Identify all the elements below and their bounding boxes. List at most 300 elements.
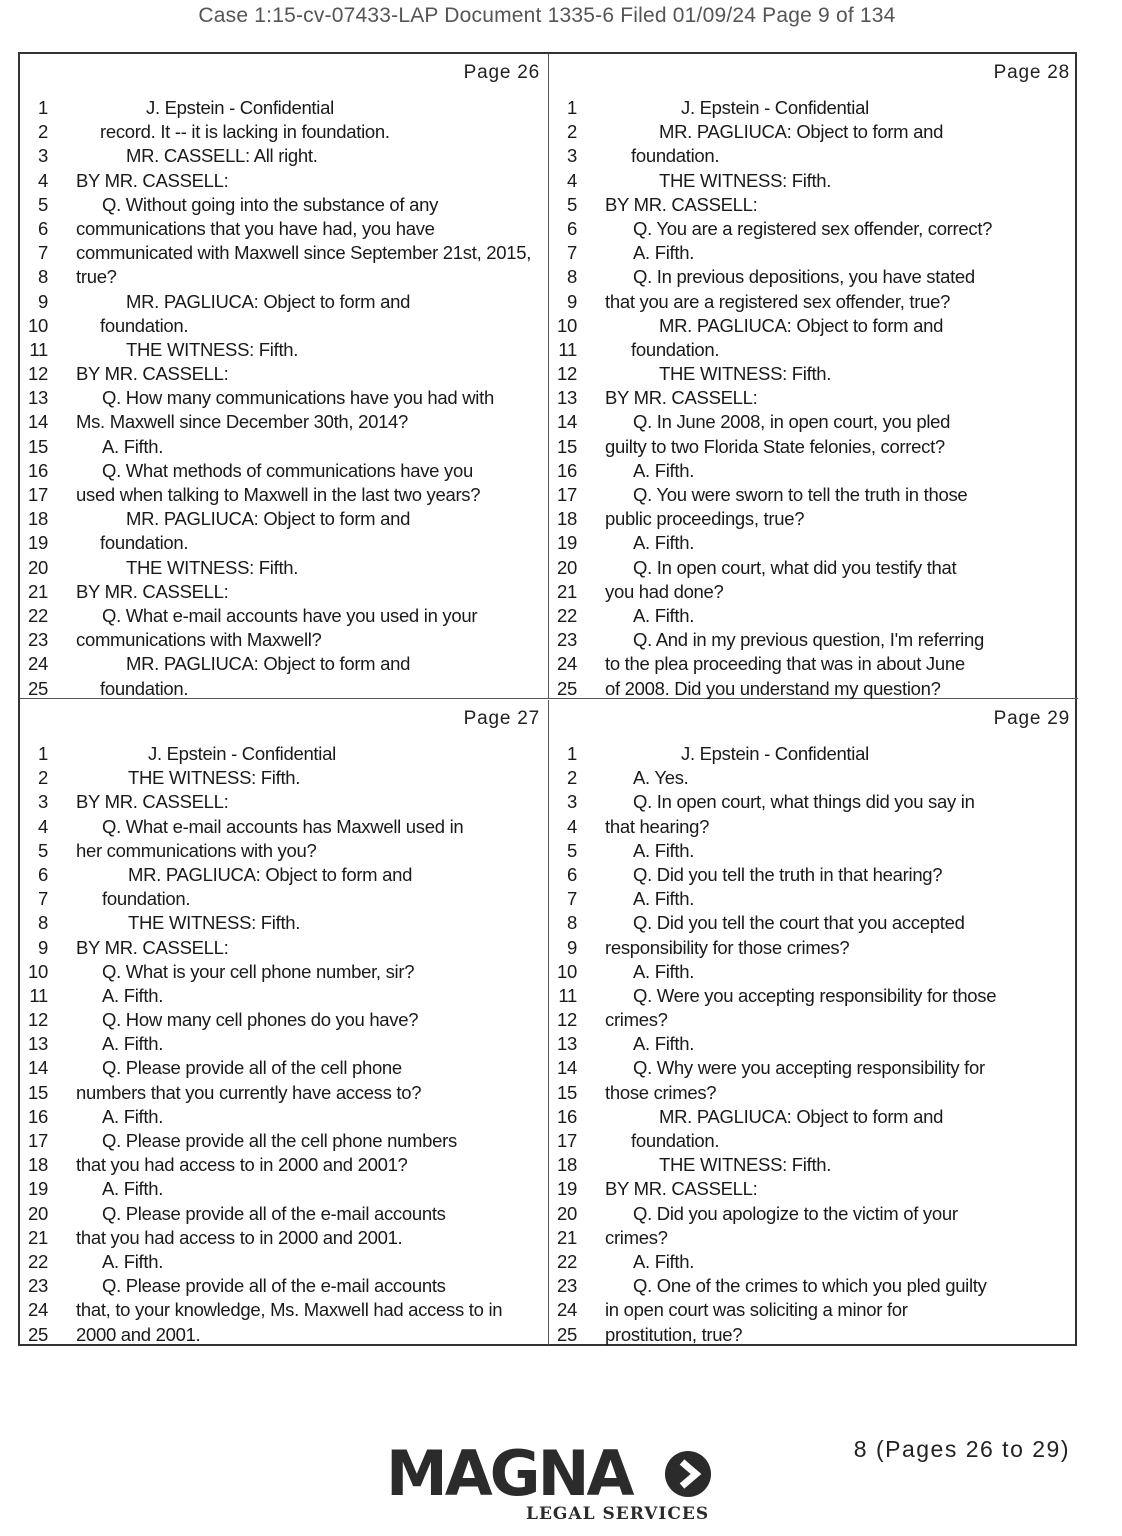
line-text: Q. Without going into the substance of any (102, 193, 439, 215)
line-text: A. Fifth. (633, 532, 695, 554)
line-text: that you are a registered sex offender, true? (605, 290, 951, 312)
line-number: 24 (28, 653, 48, 675)
transcript-line (549, 628, 1078, 652)
transcript-line (549, 863, 1078, 887)
transcript-line (20, 1032, 548, 1056)
transcript-line (549, 604, 1078, 628)
line-text: Ms. Maxwell since December 30th, 2014? (76, 411, 409, 433)
transcript-page-27 (20, 700, 549, 1345)
line-number: 2 (567, 767, 577, 789)
transcript-line (549, 483, 1078, 507)
transcript-line (549, 556, 1078, 580)
transcript-line (549, 960, 1078, 984)
line-number: 25 (28, 1323, 48, 1345)
line-number: 1 (567, 743, 577, 764)
line-number: 8 (38, 266, 48, 288)
line-text: A. Fifth. (633, 242, 695, 264)
line-number: 11 (558, 984, 577, 1006)
line-text: BY MR. CASSELL: (76, 363, 229, 385)
line-text: A. Fifth. (102, 1033, 164, 1055)
line-number: 23 (28, 629, 48, 651)
line-number: 11 (29, 984, 48, 1006)
line-number: 19 (28, 532, 48, 554)
line-number: 17 (557, 484, 577, 505)
line-text: communications that you have had, you have (76, 217, 435, 239)
line-number: 12 (557, 1009, 577, 1031)
transcript-line (20, 1056, 548, 1080)
line-text: Q. In previous depositions, you have stated (633, 266, 975, 288)
line-number: 17 (557, 1130, 577, 1151)
line-text: BY MR. CASSELL: (76, 169, 229, 191)
page-label: Page 29 (993, 708, 1070, 729)
line-number: 20 (28, 556, 48, 578)
line-text: THE WITNESS: Fifth. (659, 1154, 832, 1176)
line-number: 16 (557, 459, 577, 481)
line-number: 18 (28, 508, 48, 530)
line-text: to the plea proceeding that was in about June (605, 653, 965, 675)
document-header: Case 1:15-cv-07433-LAP Document 1335-6 Filed 01/09/24 Page 9 of 134 (198, 4, 896, 27)
page-label: Page 27 (463, 708, 540, 729)
line-text: MR. PAGLIUCA: Object to form and (659, 314, 944, 336)
line-text: that, to your knowledge, Ms. Maxwell had access to in (76, 1299, 503, 1321)
line-text: BY MR. CASSELL: (605, 193, 758, 215)
transcript-line (20, 677, 548, 701)
line-text: Q. Please provide all of the e-mail accounts (102, 1275, 446, 1297)
line-number: 1 (38, 97, 48, 118)
line-number: 15 (557, 435, 577, 457)
transcript-line (20, 290, 548, 314)
line-text: Q. In June 2008, in open court, you pled (633, 411, 951, 433)
transcript-line (20, 936, 548, 960)
line-number: 25 (28, 677, 48, 699)
line-number: 15 (557, 1081, 577, 1103)
line-text: her communications with you? (76, 839, 317, 861)
transcript-line (549, 1298, 1078, 1322)
transcript-line (20, 839, 548, 863)
page-summary: 8 (Pages 26 to 29) (853, 1436, 1070, 1462)
transcript-line (20, 1008, 548, 1032)
line-text: foundation. (100, 677, 189, 699)
line-number: 21 (557, 580, 577, 602)
line-text: Q. In open court, what things did you say in (633, 791, 975, 813)
transcript-line (549, 507, 1078, 531)
line-text: Q. What e-mail accounts has Maxwell used in (102, 815, 464, 837)
line-text: foundation. (102, 888, 191, 910)
line-text: Q. Were you accepting responsibility for those (633, 984, 997, 1006)
line-text: BY MR. CASSELL: (76, 936, 229, 958)
transcript-lines (20, 742, 548, 1347)
line-number: 25 (557, 1323, 577, 1345)
transcript-line (549, 1250, 1078, 1274)
line-number: 19 (557, 532, 577, 554)
line-number: 3 (38, 145, 48, 167)
line-text: A. Fifth. (102, 1105, 164, 1127)
transcript-line (549, 652, 1078, 676)
line-text: A. Fifth. (102, 1178, 164, 1200)
transcript-line (549, 265, 1078, 289)
line-text: MR. CASSELL: All right. (126, 145, 318, 167)
line-number: 20 (557, 1202, 577, 1224)
line-number: 15 (28, 1081, 48, 1103)
line-text: communicated with Maxwell since September 21st, 2015, (76, 242, 532, 264)
line-text: THE WITNESS: Fifth. (128, 912, 301, 934)
line-text: of 2008. Did you understand my question? (605, 677, 941, 699)
transcript-line (20, 1177, 548, 1201)
transcript-line (20, 1226, 548, 1250)
line-number: 2 (38, 121, 48, 143)
transcript-line (20, 120, 548, 144)
line-text: J. Epstein - Confidential (681, 743, 869, 764)
line-text: Q. Did you tell the truth in that hearing? (633, 863, 943, 885)
transcript-line (549, 1153, 1078, 1177)
line-number: 20 (28, 1202, 48, 1224)
transcript-line (20, 386, 548, 410)
line-text: guilty to two Florida State felonies, correct? (605, 435, 945, 457)
line-text: A. Fifth. (633, 960, 695, 982)
line-number: 1 (567, 97, 577, 118)
line-number: 12 (28, 1009, 48, 1031)
line-text: J. Epstein - Confidential (146, 97, 334, 118)
line-number: 24 (557, 1299, 577, 1321)
transcript-line (20, 815, 548, 839)
transcript-line (20, 1298, 548, 1322)
line-number: 10 (557, 960, 577, 982)
transcript-page-29 (549, 700, 1078, 1345)
transcript-line (20, 362, 548, 386)
transcript-line (549, 217, 1078, 241)
transcript-line (549, 1202, 1078, 1226)
line-number: 10 (28, 960, 48, 982)
line-text: A. Fifth. (633, 1250, 695, 1272)
line-number: 8 (567, 266, 577, 288)
transcript-line (549, 193, 1078, 217)
transcript-line (549, 1105, 1078, 1129)
line-number: 4 (38, 169, 48, 191)
transcript-line (549, 435, 1078, 459)
transcript-line (20, 1202, 548, 1226)
line-number: 13 (557, 1033, 577, 1055)
line-number: 9 (38, 290, 48, 312)
transcript-line (549, 362, 1078, 386)
line-number: 7 (38, 888, 48, 910)
line-text: J. Epstein - Confidential (148, 743, 336, 764)
line-text: THE WITNESS: Fifth. (126, 556, 299, 578)
line-text: Q. You are a registered sex offender, correct? (633, 217, 993, 239)
transcript-line (20, 1105, 548, 1129)
line-text: Q. One of the crimes to which you pled guilty (633, 1275, 987, 1297)
transcript-line (549, 1129, 1078, 1153)
transcript-line (20, 96, 548, 120)
line-number: 24 (557, 653, 577, 675)
transcript-line (20, 169, 548, 193)
transcript-line (549, 580, 1078, 604)
line-text: BY MR. CASSELL: (605, 1178, 758, 1200)
line-text: MR. PAGLIUCA: Object to form and (126, 653, 411, 675)
line-text: THE WITNESS: Fifth. (126, 338, 299, 360)
transcript-line (549, 1177, 1078, 1201)
transcript-line (549, 144, 1078, 168)
transcript-line (549, 1226, 1078, 1250)
transcript-page-28 (549, 54, 1078, 699)
line-number: 17 (28, 1130, 48, 1151)
transcript-line (549, 1008, 1078, 1032)
line-text: foundation. (100, 532, 189, 554)
line-number: 21 (557, 1226, 577, 1248)
line-text: Q. Please provide all the cell phone numbers (102, 1130, 457, 1151)
line-text: Q. In open court, what did you testify that (633, 556, 957, 578)
transcript-line (549, 677, 1078, 701)
line-number: 5 (567, 839, 577, 861)
line-number: 5 (567, 193, 577, 215)
line-text: A. Fifth. (633, 459, 695, 481)
line-text: MR. PAGLIUCA: Object to form and (659, 121, 944, 143)
transcript-line (20, 911, 548, 935)
transcript-line (20, 217, 548, 241)
line-number: 16 (557, 1105, 577, 1127)
line-text: BY MR. CASSELL: (76, 791, 229, 813)
line-number: 9 (567, 936, 577, 958)
line-number: 21 (28, 1226, 48, 1248)
line-text: used when talking to Maxwell in the last two years? (76, 484, 481, 505)
line-number: 4 (38, 815, 48, 837)
line-number: 8 (567, 912, 577, 934)
line-text: MR. PAGLIUCA: Object to form and (659, 1105, 944, 1127)
line-text: those crimes? (605, 1081, 717, 1103)
line-number: 6 (567, 217, 577, 239)
line-text: A. Fifth. (633, 888, 695, 910)
line-number: 14 (28, 1057, 48, 1079)
line-text: MR. PAGLIUCA: Object to form and (126, 290, 411, 312)
line-text: Q. How many communications have you had with (102, 387, 494, 409)
line-number: 14 (28, 411, 48, 433)
transcript-page-26 (20, 54, 549, 699)
transcript-line (549, 386, 1078, 410)
line-number: 4 (567, 815, 577, 837)
line-number: 22 (28, 604, 48, 626)
line-number: 19 (28, 1178, 48, 1200)
line-text: Q. Please provide all of the e-mail accounts (102, 1202, 446, 1224)
line-number: 23 (557, 1275, 577, 1297)
line-text: A. Yes. (633, 767, 689, 789)
transcript-line (549, 241, 1078, 265)
line-text: A. Fifth. (102, 1250, 164, 1272)
line-text: foundation. (631, 338, 720, 360)
line-text: Q. How many cell phones do you have? (102, 1009, 419, 1031)
line-number: 9 (567, 290, 577, 312)
transcript-line (20, 459, 548, 483)
logo-wordmark: MAGNA (386, 1437, 632, 1510)
transcript-line (549, 338, 1078, 362)
line-number: 2 (567, 121, 577, 143)
transcript-line (549, 1274, 1078, 1298)
line-number: 1 (38, 743, 48, 764)
transcript-line (549, 887, 1078, 911)
transcript-line (20, 1081, 548, 1105)
line-number: 25 (557, 677, 577, 699)
line-number: 16 (28, 1105, 48, 1127)
line-text: numbers that you currently have access to? (76, 1081, 422, 1103)
transcript-line (20, 507, 548, 531)
line-number: 12 (557, 363, 577, 385)
line-number: 17 (28, 484, 48, 505)
transcript-line (549, 1056, 1078, 1080)
transcript-line (20, 193, 548, 217)
line-text: crimes? (605, 1226, 668, 1248)
transcript-line (549, 1323, 1078, 1347)
line-number: 20 (557, 556, 577, 578)
transcript-line (549, 96, 1078, 120)
line-text: Q. Please provide all of the cell phone (102, 1057, 402, 1079)
transcript-line (549, 1081, 1078, 1105)
transcript-line (20, 652, 548, 676)
line-number: 18 (557, 1154, 577, 1176)
line-text: crimes? (605, 1009, 668, 1031)
line-text: that you had access to in 2000 and 2001? (76, 1154, 408, 1176)
line-text: THE WITNESS: Fifth. (659, 363, 832, 385)
line-text: J. Epstein - Confidential (681, 97, 869, 118)
transcript-line (20, 556, 548, 580)
line-number: 4 (567, 169, 577, 191)
line-text: THE WITNESS: Fifth. (128, 767, 301, 789)
line-text: responsibility for those crimes? (605, 936, 850, 958)
transcript-line (549, 1032, 1078, 1056)
transcript-line (20, 604, 548, 628)
page-label: Page 28 (993, 62, 1070, 83)
line-number: 10 (557, 314, 577, 336)
line-text: A. Fifth. (102, 435, 164, 457)
transcript-line (20, 863, 548, 887)
line-text: that you had access to in 2000 and 2001. (76, 1226, 403, 1248)
line-number: 15 (28, 435, 48, 457)
line-number: 22 (28, 1250, 48, 1272)
line-text: Q. Why were you accepting responsibility for (633, 1057, 985, 1079)
transcript-line (20, 960, 548, 984)
line-text: A. Fifth. (633, 1033, 695, 1055)
line-number: 24 (28, 1299, 48, 1321)
line-text: true? (76, 266, 117, 288)
line-number: 6 (567, 863, 577, 885)
magna-logo (386, 1438, 716, 1528)
transcript-line (20, 531, 548, 555)
line-text: you had done? (605, 580, 724, 602)
transcript-line (549, 984, 1078, 1008)
line-text: MR. PAGLIUCA: Object to form and (126, 508, 411, 530)
line-number: 22 (557, 1250, 577, 1272)
transcript-line (549, 742, 1078, 766)
line-number: 10 (28, 314, 48, 336)
line-text: BY MR. CASSELL: (605, 387, 758, 409)
transcript-line (549, 936, 1078, 960)
line-number: 11 (558, 338, 577, 360)
line-text: in open court was soliciting a minor for (605, 1299, 908, 1321)
line-text: Q. What methods of communications have you (102, 459, 473, 481)
transcript-line (20, 144, 548, 168)
transcript-line (549, 290, 1078, 314)
line-number: 14 (557, 1057, 577, 1079)
line-number: 14 (557, 411, 577, 433)
transcript-line (20, 580, 548, 604)
line-number: 8 (38, 912, 48, 934)
transcript-line (20, 265, 548, 289)
transcript-line (549, 815, 1078, 839)
line-number: 9 (38, 936, 48, 958)
line-number: 18 (28, 1154, 48, 1176)
line-text: communications with Maxwell? (76, 629, 322, 651)
line-text: Q. Did you apologize to the victim of your (633, 1202, 958, 1224)
line-number: 5 (38, 193, 48, 215)
transcript-line (549, 766, 1078, 790)
page-label: Page 26 (463, 62, 540, 83)
logo-subtext: LEGAL SERVICES (526, 1504, 710, 1524)
transcript-line (549, 314, 1078, 338)
line-number: 3 (567, 145, 577, 167)
line-text: Q. What e-mail accounts have you used in your (102, 604, 478, 626)
line-number: 3 (38, 791, 48, 813)
line-number: 5 (38, 839, 48, 861)
line-number: 23 (28, 1275, 48, 1297)
line-text: record. It -- it is lacking in foundation. (100, 121, 390, 143)
line-number: 13 (557, 387, 577, 409)
line-text: Q. And in my previous question, I'm referring (633, 629, 984, 651)
transcript-line (20, 483, 548, 507)
line-number: 16 (28, 459, 48, 481)
line-text: foundation. (631, 1130, 720, 1151)
line-number: 6 (38, 863, 48, 885)
transcript-line (20, 766, 548, 790)
transcript-line (549, 120, 1078, 144)
transcript-line (549, 790, 1078, 814)
line-text: THE WITNESS: Fifth. (659, 169, 832, 191)
line-text: BY MR. CASSELL: (76, 580, 229, 602)
line-text: A. Fifth. (633, 839, 695, 861)
transcript-line (549, 459, 1078, 483)
line-number: 7 (567, 242, 577, 264)
transcript-line (549, 839, 1078, 863)
line-number: 11 (29, 338, 48, 360)
line-number: 12 (28, 363, 48, 385)
line-text: foundation. (631, 145, 720, 167)
line-text: Q. Did you tell the court that you accepted (633, 912, 965, 934)
transcript-line (20, 410, 548, 434)
line-number: 13 (28, 387, 48, 409)
line-text: that hearing? (605, 815, 710, 837)
line-text: A. Fifth. (102, 984, 164, 1006)
line-text: A. Fifth. (633, 604, 695, 626)
line-text: foundation. (100, 314, 189, 336)
line-text: Q. You were sworn to tell the truth in those (633, 484, 968, 505)
line-text: prostitution, true? (605, 1323, 743, 1345)
line-text: MR. PAGLIUCA: Object to form and (128, 863, 413, 885)
line-number: 19 (557, 1178, 577, 1200)
line-number: 22 (557, 604, 577, 626)
transcript-line (20, 314, 548, 338)
transcript-line (549, 531, 1078, 555)
transcript-line (549, 911, 1078, 935)
transcript-line (20, 435, 548, 459)
line-number: 13 (28, 1033, 48, 1055)
chevron-right-icon (664, 1450, 712, 1498)
transcript-line (20, 1129, 548, 1153)
transcript-line (20, 1153, 548, 1177)
transcript-line (20, 790, 548, 814)
line-number: 3 (567, 791, 577, 813)
transcript-lines (549, 742, 1078, 1347)
line-number: 21 (28, 580, 48, 602)
transcript-lines (20, 96, 548, 701)
transcript-line (20, 1250, 548, 1274)
line-number: 7 (567, 888, 577, 910)
transcript-line (20, 628, 548, 652)
